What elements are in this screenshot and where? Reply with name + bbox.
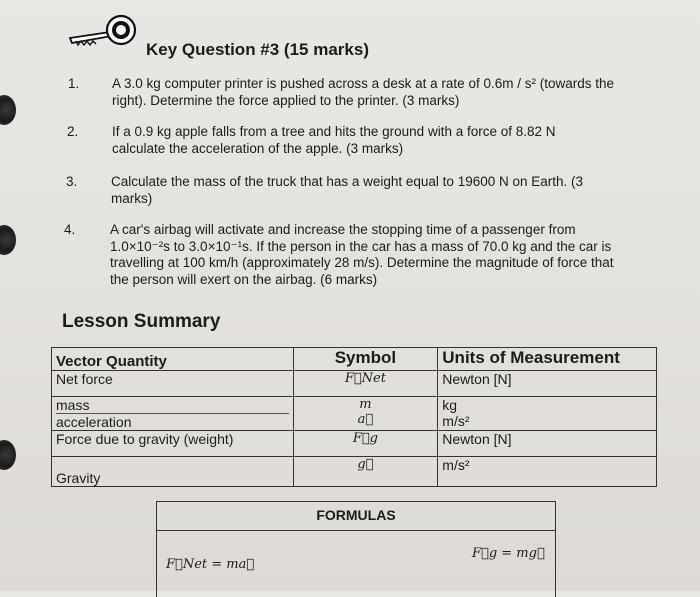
symbol-cell: F⃗g	[293, 431, 438, 457]
symbol-cell	[293, 397, 438, 431]
formulas-title: FORMULAS	[316, 507, 396, 523]
question-text: A car's airbag will activate and increase the stopping time of a passenger from 1.0×10⁻²s to 3.0×10⁻¹s. If the person in the car has a mass of 70.0 kg and the car is travelling at 100 km/h (approximately 28 m/s). Determine the magnitude of force that the person will exert on the airbag. (6 marks)	[110, 222, 614, 287]
table-row	[52, 431, 657, 457]
quantity-cell	[52, 397, 294, 431]
table-header-row	[52, 348, 657, 371]
units-acceleration: m/s²	[442, 413, 470, 429]
units-cell	[438, 397, 657, 431]
question-text: A 3.0 kg computer printer is pushed across a desk at a rate of 0.6m / s² (towards the right). Determine the force applied to the printer. (3 marks)	[112, 76, 614, 108]
table-row	[52, 457, 657, 487]
symbol-cell: F⃗Net	[293, 371, 438, 397]
formulas-divider	[157, 530, 555, 531]
units-cell: m/s²	[438, 457, 657, 487]
quantity-cell: Force due to gravity (weight)	[52, 431, 294, 457]
units-mass: kg	[442, 397, 458, 413]
formula-net-force: F⃗Net = ma⃗	[166, 557, 255, 572]
question-number: 4.	[64, 222, 76, 237]
formula-weight: F⃗g = mg⃗	[472, 546, 545, 561]
binder-ring-top	[0, 95, 16, 125]
key-icon	[66, 12, 138, 50]
header-symbol: Symbol	[293, 348, 438, 371]
table-row	[52, 397, 657, 431]
quantity-acceleration: acceleration	[56, 414, 132, 430]
question-number: 1.	[68, 76, 80, 91]
symbol-cell: g⃗	[293, 457, 438, 487]
units-cell: Newton [N]	[438, 371, 657, 397]
header-vector-quantity: Vector Quantity	[52, 348, 294, 371]
lesson-summary-title: Lesson Summary	[62, 311, 221, 332]
binder-ring-middle	[0, 225, 16, 255]
question-number: 2.	[67, 124, 79, 139]
units-cell: Newton [N]	[438, 431, 657, 457]
quantity-cell: Net force	[52, 371, 294, 397]
question-number: 3.	[66, 174, 78, 189]
quantity-mass: mass	[56, 397, 289, 414]
symbol-mass: m	[359, 397, 372, 412]
question-text: If a 0.9 kg apple falls from a tree and hits the ground with a force of 8.82 N calculate the acceleration of the apple. (3 marks)	[112, 124, 556, 156]
binder-ring-bottom	[0, 440, 16, 470]
table-row	[52, 371, 657, 397]
question-text: Calculate the mass of the truck that has a weight equal to 19600 N on Earth. (3 marks)	[111, 174, 584, 206]
key-question-title: Key Question #3 (15 marks)	[146, 40, 369, 59]
header-units: Units of Measurement	[438, 348, 657, 371]
symbol-acceleration: a⃗	[357, 412, 374, 427]
vector-quantity-table	[51, 347, 657, 487]
quantity-cell: Gravity	[52, 457, 294, 487]
